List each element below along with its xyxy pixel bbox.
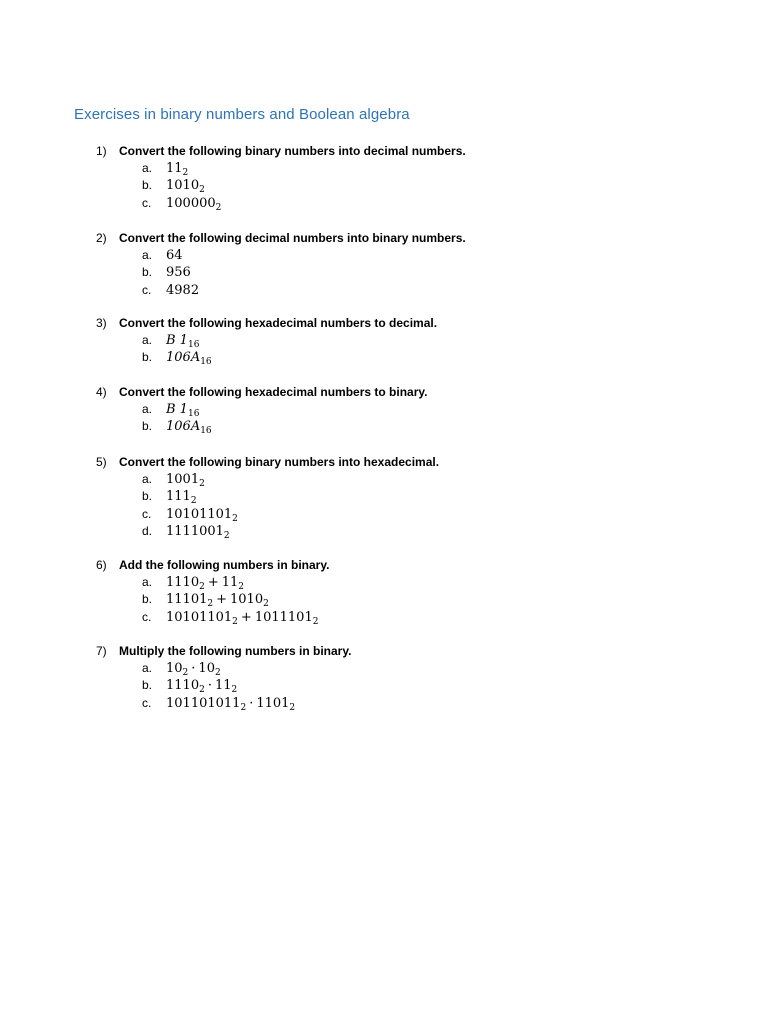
number-base-subscript: 16 — [187, 409, 200, 419]
number-value: B 1 — [166, 402, 188, 417]
item-letter: a. — [142, 575, 153, 589]
number-value: 1110 — [166, 678, 200, 694]
number-base-subscript: 2 — [263, 599, 269, 610]
item-letter: b. — [142, 592, 153, 607]
question-number: 5) — [96, 455, 107, 469]
number-base-subscript: 2 — [199, 582, 205, 592]
number-base-subscript: 2 — [199, 685, 205, 696]
item-letter: b. — [142, 419, 153, 434]
number-base-subscript: 2 — [199, 479, 205, 489]
number-base-subscript: 16 — [200, 426, 212, 437]
number-value: 10101101 — [166, 609, 233, 625]
item-letter: c. — [142, 506, 152, 521]
number-value: 1001 — [166, 472, 200, 487]
question-prompt: Add the following numbers in binary. — [119, 558, 330, 572]
question-number: 7) — [96, 644, 107, 658]
question-number: 6) — [96, 558, 107, 572]
question-prompt: Multiply the following numbers in binary. — [119, 644, 352, 658]
item-expression — [166, 282, 199, 299]
question-prompt: Convert the following hexadecimal numbers to binary. — [119, 385, 428, 399]
number-value: 10 — [166, 661, 183, 676]
number-value: 11 — [221, 575, 239, 590]
question-prompt: Convert the following binary numbers into decimal numbers. — [119, 144, 466, 158]
number-base-subscript: 2 — [207, 599, 214, 610]
number-value: 1111001 — [166, 523, 224, 539]
item-letter: a. — [142, 161, 153, 175]
item-letter: b. — [142, 350, 153, 365]
item-expression — [166, 195, 221, 217]
multiply-operator: · — [191, 661, 196, 676]
question-number: 1) — [96, 144, 107, 158]
number-value: 111 — [166, 489, 191, 505]
number-base-subscript: 2 — [232, 513, 238, 524]
number-base-subscript: 2 — [312, 616, 319, 627]
item-letter: a. — [142, 661, 153, 675]
number-base-subscript: 2 — [232, 616, 238, 627]
plus-operator: + — [207, 575, 219, 590]
item-letter: b. — [142, 678, 153, 693]
question-number: 3) — [96, 316, 107, 330]
item-expression — [166, 264, 191, 281]
number-base-subscript: 2 — [182, 668, 189, 678]
item-letter: a. — [142, 472, 153, 486]
item-letter: a. — [142, 248, 153, 262]
number-value: 11101 — [166, 592, 208, 608]
number-value: 956 — [166, 265, 191, 281]
item-expression — [166, 247, 183, 264]
number-value: 1011101 — [254, 609, 313, 625]
number-value: 1110 — [166, 575, 200, 590]
number-value: 1010 — [230, 592, 264, 608]
number-base-subscript: 16 — [200, 357, 212, 368]
page-title: Exercises in binary numbers and Boolean algebra — [74, 106, 410, 123]
item-letter: c. — [142, 282, 152, 297]
number-value: B 1 — [166, 333, 188, 348]
number-base-subscript: 2 — [199, 185, 205, 196]
number-base-subscript: 16 — [187, 340, 200, 350]
question-number: 4) — [96, 385, 107, 399]
item-letter: d. — [142, 523, 153, 538]
question-number: 2) — [96, 231, 107, 245]
number-value: 4982 — [166, 282, 200, 298]
number-value: 1010 — [166, 178, 200, 194]
number-base-subscript: 2 — [214, 668, 221, 678]
item-expression — [166, 523, 230, 545]
item-letter: c. — [142, 195, 152, 210]
question-prompt: Convert the following hexadecimal numbers to decimal. — [119, 316, 438, 330]
question-prompt: Convert the following binary numbers into hexadecimal. — [119, 455, 440, 469]
number-value: 10101101 — [166, 506, 233, 522]
item-letter: a. — [142, 402, 153, 416]
number-value: 10 — [198, 661, 215, 676]
number-value: 11 — [214, 678, 232, 694]
plus-operator: + — [240, 609, 252, 625]
number-value: 100000 — [166, 195, 216, 211]
number-value: 101101011 — [166, 695, 241, 711]
question-prompt: Convert the following decimal numbers into binary numbers. — [119, 231, 466, 245]
number-base-subscript: 2 — [182, 168, 189, 178]
item-expression — [166, 609, 318, 631]
item-expression — [166, 418, 212, 440]
plus-operator: + — [216, 592, 227, 608]
item-letter: b. — [142, 265, 153, 280]
number-value: 106A — [166, 350, 201, 366]
multiply-operator: · — [207, 678, 212, 694]
item-expression — [166, 695, 295, 717]
number-base-subscript: 2 — [231, 685, 238, 696]
number-value: 64 — [166, 248, 183, 263]
number-base-subscript: 2 — [190, 496, 197, 507]
number-value: 106A — [166, 419, 201, 435]
item-letter: c. — [142, 695, 152, 710]
item-letter: b. — [142, 178, 153, 193]
item-expression — [166, 349, 212, 371]
number-base-subscript: 2 — [289, 702, 296, 713]
item-letter: a. — [142, 333, 153, 347]
number-value: 11 — [166, 161, 183, 176]
item-letter: c. — [142, 609, 152, 624]
number-base-subscript: 2 — [238, 582, 245, 592]
multiply-operator: · — [249, 695, 254, 711]
number-base-subscript: 2 — [215, 202, 222, 213]
number-base-subscript: 2 — [240, 702, 247, 713]
number-value: 1101 — [256, 695, 290, 711]
item-letter: b. — [142, 489, 153, 504]
number-base-subscript: 2 — [223, 530, 230, 541]
